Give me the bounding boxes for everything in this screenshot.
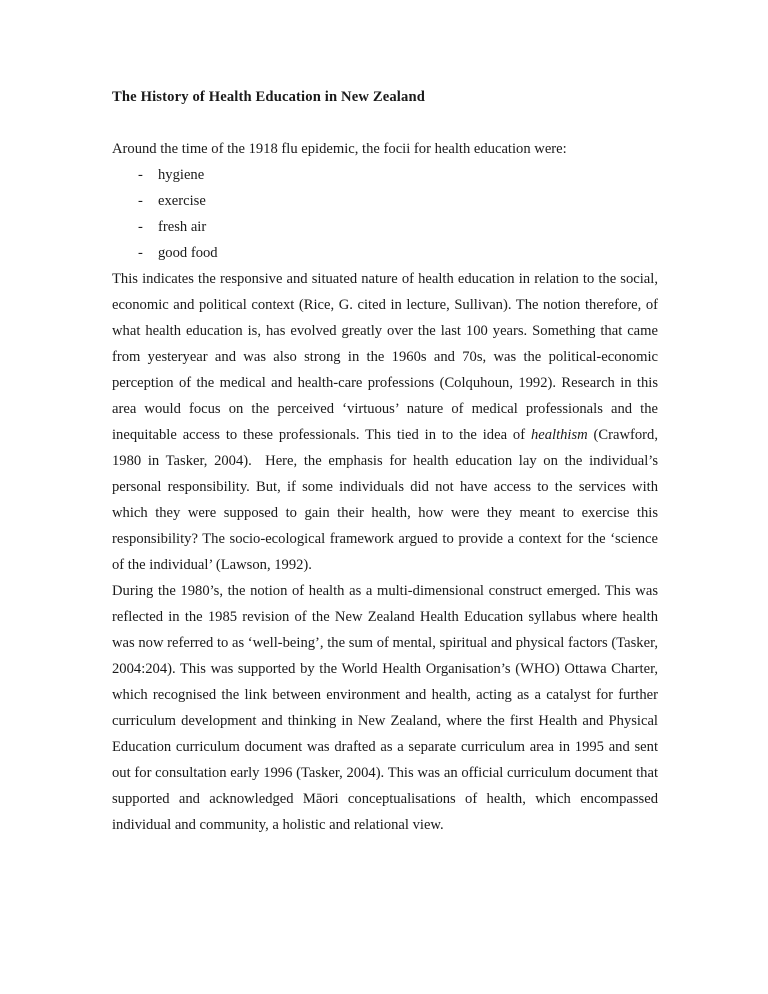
paragraph-1-segment-c: Here, the emphasis for health education lay on the individual’s personal responsibility. But, if some individuals did not have access to the services with which they were supposed to gain their health, how were they meant to exercise this responsibility? The socio-ecological framework argued to provide a context for the ‘science of the individual’ (Lawson, 1992).: [112, 453, 659, 573]
title-spacer: [112, 110, 658, 136]
focus-areas-list: [112, 162, 658, 266]
body-paragraph-1: [112, 266, 658, 578]
paragraph-1-segment-b: (Crawford, 1980 in Tasker, 2004).: [112, 427, 658, 469]
healthism-italic-term: healthism: [530, 427, 588, 443]
list-item: [112, 214, 658, 240]
list-item-label: hygiene: [158, 167, 205, 183]
intro-paragraph: Around the time of the 1918 flu epidemic, the focii for health education were:: [112, 141, 567, 157]
dash-marker: -: [138, 219, 143, 235]
dash-marker: -: [138, 245, 143, 261]
paragraph-1-segment-a: This indicates the responsive and situated nature of health education in relation to the social, economic and political context (Rice, G. cited in lecture, Sullivan). The notion therefore, of what health education is, has evolved greatly over the last 100 years. Something that came from yesteryear and was also strong in the 1960s and 70s, was the political-economic perception of the medical and health-care professions (Colquhoun, 1992). Research in this area would focus on the perceived ‘virtuous’ nature of medical professionals and the inequitable access to these professionals. This tied in to the idea of: [112, 271, 658, 443]
dash-marker: -: [138, 193, 143, 209]
list-item-label: good food: [158, 245, 218, 261]
list-item-label: fresh air: [158, 219, 207, 235]
document-body: [112, 84, 658, 838]
dash-marker: -: [138, 167, 143, 183]
list-item-label: exercise: [158, 193, 206, 209]
list-item: [112, 162, 658, 188]
list-item: [112, 188, 658, 214]
page-title: The History of Health Education in New Zealand: [112, 89, 425, 105]
paragraph-1-sentence-gap: [252, 453, 265, 469]
list-item: [112, 240, 658, 266]
body-paragraph-2: During the 1980’s, the notion of health as a multi-dimensional construct emerged. This was reflected in the 1985 revision of the New Zealand Health Education syllabus where health was now referred to as ‘well-being’, the sum of mental, spiritual and physical factors (Tasker, 2004:204). This was supported by the World Health Organisation’s (WHO) Ottawa Charter, which recognised the link between environment and health, acting as a catalyst for further curriculum development and thinking in New Zealand, where the first Health and Physical Education curriculum document was drafted as a separate curriculum area in 1995 and sent out for consultation early 1996 (Tasker, 2004). This was an official curriculum document that supported and acknowledged Māori conceptualisations of health, which encompassed individual and community, a holistic and relational view.: [112, 583, 658, 833]
